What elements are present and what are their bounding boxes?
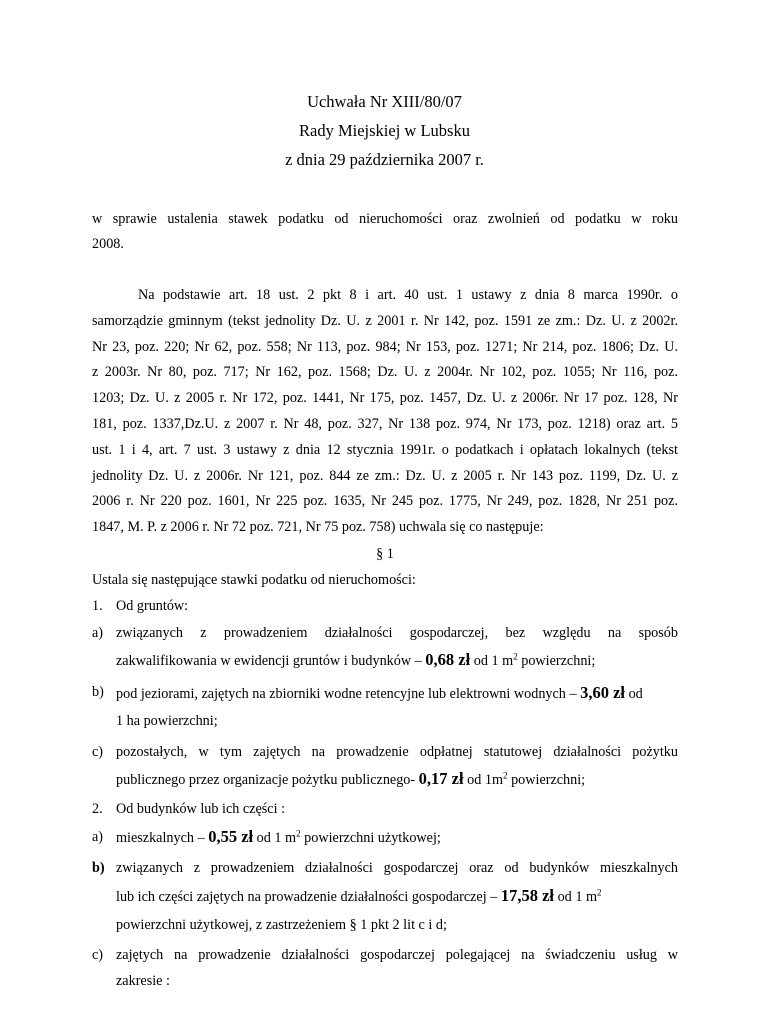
superscript: 2	[597, 887, 602, 898]
list-item-2a	[92, 823, 678, 852]
item-text-line	[116, 646, 678, 675]
document-body	[92, 207, 678, 995]
preamble-line: z 2003r. Nr 80, poz. 717; Nr 162, poz. 1568; Dz. U. z 2004r. Nr 102, poz. 1055; Nr 116, poz.	[92, 364, 678, 381]
superscript: 2	[503, 770, 508, 781]
tax-rate-amount: 0,17 zł	[418, 769, 464, 789]
list-item-1a	[92, 620, 678, 676]
superscript: 2	[513, 651, 518, 662]
list-marker: b)	[92, 859, 105, 876]
item-text: związanych z prowadzeniem działalności gospodarczej, bez względu na sposób	[116, 624, 678, 641]
item-text: powierzchni;	[517, 653, 596, 670]
item-text: pod jeziorami, zajętych na zbiorniki wodne retencyjne lub elektrowni wodnych –	[116, 686, 581, 703]
list-label: Od gruntów:	[116, 598, 189, 615]
list-marker: 2.	[92, 801, 103, 818]
tax-rate-amount: 0,68 zł	[425, 650, 471, 670]
item-text: od 1 m	[470, 653, 514, 670]
list-item-buildings	[92, 796, 678, 823]
list-marker: a)	[92, 624, 104, 641]
subject-line: w sprawie ustalenia stawek podatku od nieruchomości oraz zwolnień od podatku w roku	[92, 211, 678, 227]
list-marker: a)	[92, 828, 104, 845]
item-text: powierzchni użytkowej, z zastrzeżeniem § 1 pkt 2 lit c i d;	[116, 917, 447, 934]
item-text-line	[116, 679, 678, 708]
item-text: związanych z prowadzeniem działalności gospodarczej oraz od budynków mieszkalnych	[116, 859, 678, 876]
preamble-line: 1847, M. P. z 2006 r. Nr 72 poz. 721, Nr 75 poz. 758) uchwala się co następuje:	[92, 519, 544, 536]
item-text-line	[116, 881, 678, 912]
list-item-1b	[92, 679, 678, 735]
item-text: powierzchni użytkowej;	[300, 829, 441, 846]
tax-rate-amount: 0,55 zł	[208, 826, 254, 846]
item-text: zajętych na prowadzenie działalności gospodarczej polegającej na świadczeniu usług w	[116, 946, 678, 963]
section-intro: Ustala się następujące stawki podatku od nieruchomości:	[92, 571, 416, 588]
item-text: lub ich części zajętych na prowadzenie działalności gospodarczej –	[116, 889, 501, 906]
preamble-line: 1203; Dz. U. z 2005 r. Nr 172, poz. 1441, Nr 175, poz. 1457, Dz. U. z 2006r. Nr 17 poz. 128, Nr	[92, 390, 678, 407]
preamble-line: jednolity Dz. U. z 2006r. Nr 121, poz. 844 ze zm.: Dz. U. z 2005 r. Nr 143 poz. 1199, Dz. U. z	[92, 467, 678, 484]
preamble-line: Na podstawie art. 18 ust. 2 pkt 8 i art. 40 ust. 1 ustawy z dnia 8 marca 1990r. o	[138, 287, 678, 303]
item-text-line	[116, 765, 678, 794]
list-marker: c)	[92, 743, 104, 760]
subject-paragraph	[92, 207, 678, 257]
subject-line: 2008.	[92, 236, 124, 252]
resolution-date: z dnia 29 października 2007 r.	[285, 150, 484, 169]
item-text: od 1 m	[253, 829, 297, 846]
list-item-land	[92, 593, 678, 620]
item-text: mieszkalnych –	[116, 829, 209, 846]
item-text: zakwalifikowania w ewidencji gruntów i budynków –	[116, 653, 426, 670]
list-label: Od budynków lub ich części :	[116, 801, 286, 818]
item-text: od 1 m	[554, 889, 597, 906]
preamble-line: Nr 23, poz. 220; Nr 62, poz. 558; Nr 113, poz. 984; Nr 153, poz. 1271; Nr 214, poz. 1806; Dz. U.	[92, 338, 678, 355]
list-marker: b)	[92, 684, 104, 701]
list-item-1c	[92, 739, 678, 795]
list-item-2c	[92, 942, 678, 995]
preamble-line: samorządzie gminnym (tekst jednolity Dz. U. z 2001 r. Nr 142, poz. 1591 ze zm.: Dz. U. z 2002r.	[92, 312, 678, 329]
list-marker: c)	[92, 946, 104, 963]
item-text: powierzchni;	[507, 772, 586, 789]
preamble-line: 2006 r. Nr 220 poz. 1601, Nr 225 poz. 1635, Nr 245 poz. 1775, Nr 249, poz. 1828, Nr 251 poz.	[92, 493, 678, 510]
item-text: od	[625, 686, 643, 703]
preamble-line: ust. 1 i 4, art. 7 ust. 3 ustawy z dnia 12 stycznia 1991r. o podatkach i opłatach lokalnych (tekst	[92, 441, 678, 458]
list-item-2b	[92, 855, 678, 939]
tax-rate-amount: 17,58 zł	[500, 886, 555, 906]
preamble-line: 181, poz. 1337,Dz.U. z 2007 r. Nr 48, poz. 327, Nr 138 poz. 974, Nr 173, poz. 1218) oraz art. 5	[92, 415, 678, 432]
section-heading: § 1	[376, 545, 394, 562]
item-text: zakresie :	[116, 973, 170, 990]
item-text: od 1m	[463, 772, 504, 789]
item-text: pozostałych, w tym zajętych na prowadzenie odpłatnej statutowej działalności pożytku	[116, 743, 678, 760]
council-name: Rady Miejskiej w Lubsku	[299, 121, 470, 140]
item-text: 1 ha powierzchni;	[116, 713, 218, 730]
list-marker: 1.	[92, 598, 103, 615]
preamble-paragraph	[92, 283, 678, 541]
resolution-number: Uchwała Nr XIII/80/07	[307, 92, 462, 111]
item-text: publicznego przez organizacje pożytku publicznego-	[116, 772, 419, 789]
superscript: 2	[296, 828, 301, 839]
tax-rate-amount: 3,60 zł	[580, 683, 626, 703]
